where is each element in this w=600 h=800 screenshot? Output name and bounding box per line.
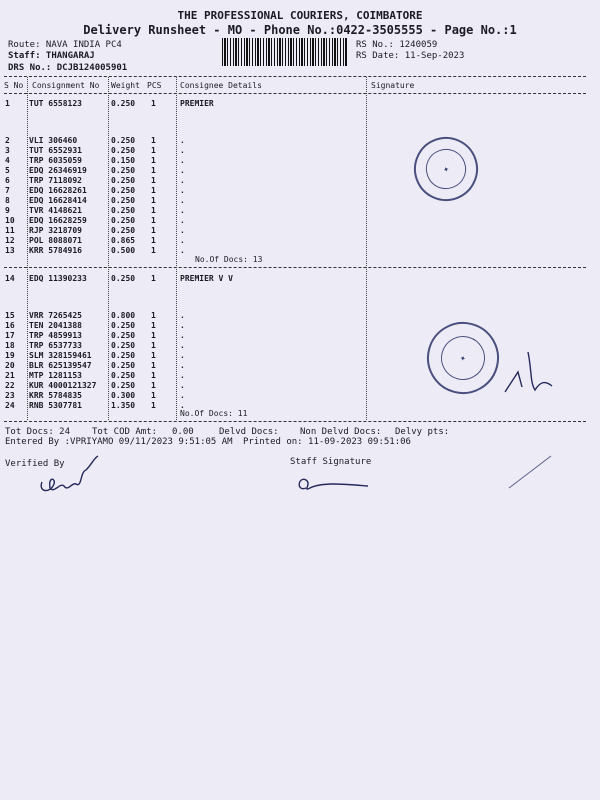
company-title: THE PROFESSIONAL COURIERS, COIMBATORE	[177, 9, 423, 22]
row-pcs: 1	[151, 226, 156, 235]
table-row	[0, 196, 600, 206]
row-pcs: 1	[151, 311, 156, 320]
row-pcs: 1	[151, 321, 156, 330]
col-header-sno: S No	[4, 81, 24, 90]
row-consignment: TRP 4859913	[29, 331, 82, 340]
table-row	[0, 99, 600, 109]
table-row	[0, 216, 600, 226]
stamp-emblem-icon: ✦	[436, 331, 490, 385]
table-row	[0, 176, 600, 186]
row-weight: 0.250	[111, 361, 136, 370]
row-weight: 1.350	[111, 401, 136, 410]
row-sno: 3	[5, 146, 10, 155]
non-delivered-docs-label: Non Delvd Docs:	[300, 427, 382, 437]
row-consignment: EDQ 16628414	[29, 196, 87, 205]
row-pcs: 1	[151, 236, 156, 245]
col-header-consignment: Consignment No	[32, 81, 100, 90]
total-cod-value: 0.00	[172, 427, 194, 437]
table-row	[0, 274, 600, 284]
row-pcs: 1	[151, 371, 156, 380]
row-weight: 0.150	[111, 156, 136, 165]
row-sno: 5	[5, 166, 10, 175]
row-consignment: KRR 5784835	[29, 391, 82, 400]
row-pcs: 1	[151, 176, 156, 185]
row-consignment: RJP 3218709	[29, 226, 82, 235]
group-separator-rule	[4, 267, 586, 268]
row-pcs: 1	[151, 146, 156, 155]
row-consignment: TUT 6552931	[29, 146, 82, 155]
table-row	[0, 166, 600, 176]
row-consignment: TRP 7118092	[29, 176, 82, 185]
delivery-points-label: Delvy pts:	[395, 427, 450, 437]
row-consignee: .	[180, 401, 185, 410]
row-sno: 19	[5, 351, 15, 360]
row-pcs: 1	[151, 99, 156, 108]
table-row	[0, 206, 600, 216]
row-consignee: .	[180, 246, 185, 255]
row-pcs: 1	[151, 361, 156, 370]
row-weight: 0.250	[111, 176, 136, 185]
table-row	[0, 226, 600, 236]
row-consignment: TVR 4148621	[29, 206, 82, 215]
table-row	[0, 136, 600, 146]
total-cod-label: Tot COD Amt:	[92, 427, 158, 437]
row-pcs: 1	[151, 156, 156, 165]
row-consignee: .	[180, 351, 185, 360]
row-sno: 12	[5, 236, 15, 245]
row-consignee: .	[180, 361, 185, 370]
col-header-consignee: Consignee Details	[180, 81, 262, 90]
row-consignee: .	[180, 331, 185, 340]
table-row	[0, 236, 600, 246]
row-consignee: .	[180, 341, 185, 350]
barcode-image	[222, 38, 348, 66]
row-consignment: KRR 5784916	[29, 246, 82, 255]
row-weight: 0.250	[111, 136, 136, 145]
printed-on: Printed on: 11-09-2023 09:51:06	[243, 437, 411, 447]
delivered-docs-label: Delvd Docs:	[219, 427, 279, 437]
row-sno: 24	[5, 401, 15, 410]
pen-stroke-mark	[505, 452, 555, 492]
row-consignment: POL 8088071	[29, 236, 82, 245]
row-consignment: TEN 2041388	[29, 321, 82, 330]
signature-mark	[500, 342, 560, 397]
row-consignment: EDQ 26346919	[29, 166, 87, 175]
row-sno: 15	[5, 311, 15, 320]
row-weight: 0.250	[111, 166, 136, 175]
row-weight: 0.300	[111, 391, 136, 400]
row-consignee: .	[180, 136, 185, 145]
table-header-rule	[4, 93, 586, 94]
entered-by: Entered By :VPRIYAMO 09/11/2023 9:51:05 AM	[5, 437, 233, 447]
row-weight: 0.250	[111, 99, 136, 108]
row-sno: 4	[5, 156, 10, 165]
row-weight: 0.250	[111, 196, 136, 205]
row-sno: 16	[5, 321, 15, 330]
row-consignee: .	[180, 146, 185, 155]
row-pcs: 1	[151, 246, 156, 255]
row-consignment: RNB 5307781	[29, 401, 82, 410]
row-consignee: .	[180, 226, 185, 235]
row-sno: 1	[5, 99, 10, 108]
row-weight: 0.250	[111, 226, 136, 235]
row-weight: 0.500	[111, 246, 136, 255]
row-consignment: TRP 6035059	[29, 156, 82, 165]
row-consignment: SLM 328159461	[29, 351, 92, 360]
row-consignment: MTP 1281153	[29, 371, 82, 380]
staff-label: Staff: THANGARAJ	[8, 51, 95, 61]
table-row	[0, 331, 600, 341]
row-consignee: .	[180, 166, 185, 175]
row-weight: 0.250	[111, 186, 136, 195]
row-consignment: KUR 4000121327	[29, 381, 97, 390]
row-consignee: .	[180, 216, 185, 225]
row-consignee: PREMIER	[180, 99, 214, 108]
row-consignee: .	[180, 156, 185, 165]
staff-signature-label: Staff Signature	[290, 457, 372, 467]
row-sno: 18	[5, 341, 15, 350]
row-sno: 23	[5, 391, 15, 400]
row-pcs: 1	[151, 216, 156, 225]
row-sno: 20	[5, 361, 15, 370]
row-sno: 14	[5, 274, 15, 283]
row-consignee: .	[180, 206, 185, 215]
table-top-rule	[4, 76, 586, 77]
row-consignment: TRP 6537733	[29, 341, 82, 350]
row-consignment: EDQ 16628261	[29, 186, 87, 195]
row-consignment: EDQ 16628259	[29, 216, 87, 225]
rs-date: RS Date: 11-Sep-2023	[356, 51, 465, 61]
row-pcs: 1	[151, 401, 156, 410]
table-row	[0, 146, 600, 156]
group2-doc-count: No.Of Docs: 11	[180, 409, 248, 418]
row-sno: 17	[5, 331, 15, 340]
row-weight: 0.250	[111, 351, 136, 360]
row-sno: 9	[5, 206, 10, 215]
row-consignee: .	[180, 321, 185, 330]
row-consignment: VRR 7265425	[29, 311, 82, 320]
rs-number: RS No.: 1240059	[356, 40, 438, 50]
row-pcs: 1	[151, 186, 156, 195]
row-pcs: 1	[151, 391, 156, 400]
row-consignee: .	[180, 196, 185, 205]
row-sno: 21	[5, 371, 15, 380]
row-consignment: BLR 625139547	[29, 361, 92, 370]
row-weight: 0.250	[111, 206, 136, 215]
row-consignee: .	[180, 381, 185, 390]
row-consignee: .	[180, 236, 185, 245]
row-sno: 10	[5, 216, 15, 225]
table-row	[0, 311, 600, 321]
group1-doc-count: No.Of Docs: 13	[195, 255, 263, 264]
col-header-signature: Signature	[371, 81, 415, 90]
row-sno: 6	[5, 176, 10, 185]
row-weight: 0.250	[111, 371, 136, 380]
row-consignee: .	[180, 176, 185, 185]
row-consignment: EDQ 11390233	[29, 274, 87, 283]
route-label: Route: NAVA INDIA PC4	[8, 40, 122, 50]
table-row	[0, 246, 600, 256]
row-weight: 0.250	[111, 341, 136, 350]
row-sno: 7	[5, 186, 10, 195]
table-row	[0, 401, 600, 411]
row-sno: 13	[5, 246, 15, 255]
row-pcs: 1	[151, 274, 156, 283]
col-header-pcs: PCS	[147, 81, 162, 90]
row-pcs: 1	[151, 341, 156, 350]
row-sno: 2	[5, 136, 10, 145]
row-consignment: VLI 306460	[29, 136, 78, 145]
col-header-weight: Weight	[111, 81, 140, 90]
staff-signature	[292, 468, 372, 496]
row-weight: 0.250	[111, 146, 136, 155]
verified-by-label: Verified By	[5, 459, 65, 469]
row-pcs: 1	[151, 196, 156, 205]
row-weight: 0.250	[111, 216, 136, 225]
row-weight: 0.865	[111, 236, 136, 245]
row-consignment: TUT 6558123	[29, 99, 82, 108]
table-row	[0, 186, 600, 196]
verifier-signature	[36, 452, 106, 496]
row-weight: 0.800	[111, 311, 136, 320]
row-consignee: .	[180, 311, 185, 320]
table-row	[0, 156, 600, 166]
row-consignee: .	[180, 186, 185, 195]
row-consignee: PREMIER V V	[180, 274, 233, 283]
row-weight: 0.250	[111, 381, 136, 390]
row-pcs: 1	[151, 206, 156, 215]
row-sno: 8	[5, 196, 10, 205]
row-pcs: 1	[151, 166, 156, 175]
row-pcs: 1	[151, 381, 156, 390]
table-row	[0, 321, 600, 331]
row-pcs: 1	[151, 136, 156, 145]
row-weight: 0.250	[111, 274, 136, 283]
row-sno: 22	[5, 381, 15, 390]
runsheet-subtitle: Delivery Runsheet - MO - Phone No.:0422-3505555 - Page No.:1	[83, 23, 517, 37]
row-pcs: 1	[151, 351, 156, 360]
row-pcs: 1	[151, 331, 156, 340]
row-weight: 0.250	[111, 331, 136, 340]
row-weight: 0.250	[111, 321, 136, 330]
total-docs: Tot Docs: 24	[5, 427, 71, 437]
drs-number: DRS No.: DCJB124005901	[8, 63, 128, 73]
stamp-emblem-icon: ✦	[421, 144, 471, 194]
row-sno: 11	[5, 226, 15, 235]
row-consignee: .	[180, 371, 185, 380]
row-consignee: .	[180, 391, 185, 400]
table-bottom-rule	[4, 421, 586, 422]
